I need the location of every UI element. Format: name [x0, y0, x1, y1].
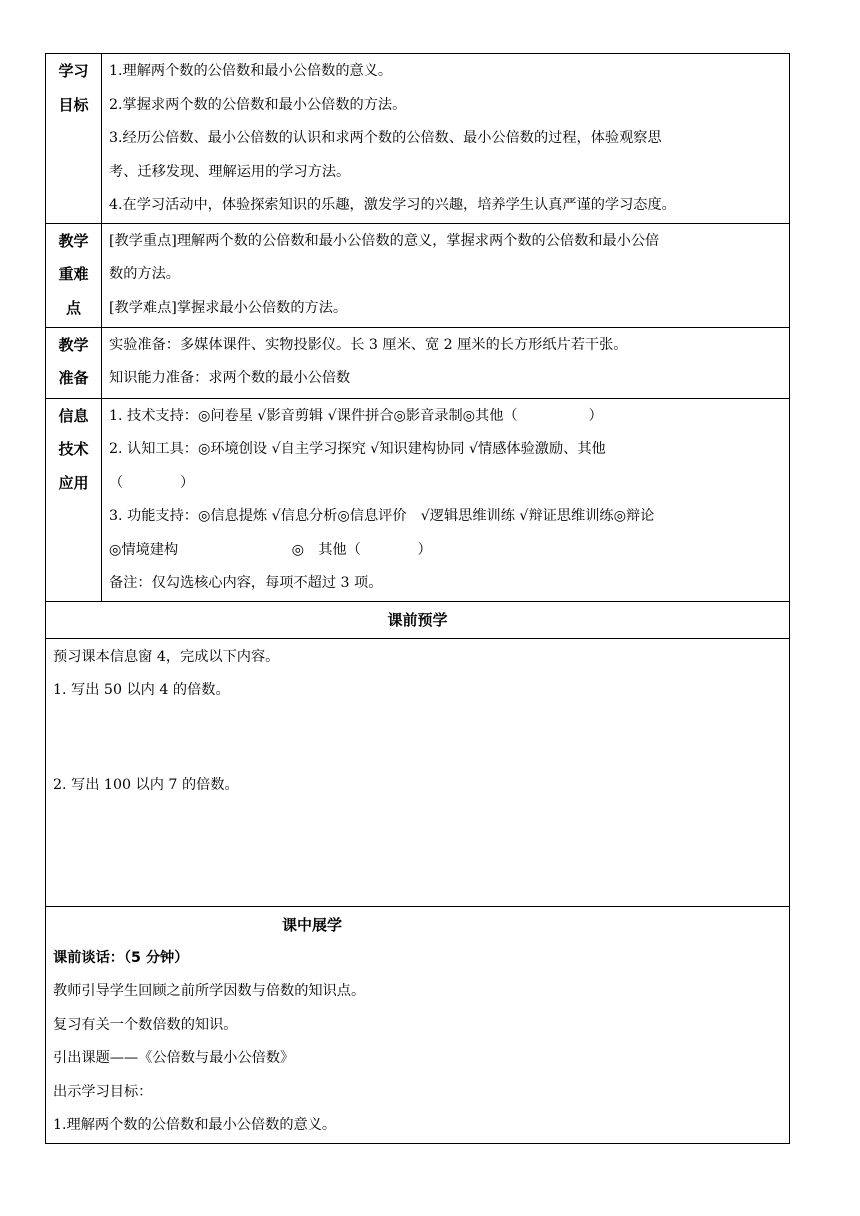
objective-line: 考、迁移发现、理解运用的学习方法。: [109, 163, 351, 180]
in-class-content: [46, 906, 790, 1143]
objectives-label: [46, 54, 102, 224]
key-point-line: [教学重点]理解两个数的公倍数和最小公倍数的意义，掌握求两个数的公倍数和最小公倍: [109, 232, 660, 249]
in-class-line: 教师引导学生回顾之前所学因数与倍数的知识点。: [53, 983, 366, 999]
it-application-content: [102, 398, 790, 601]
in-class-line: 1.理解两个数的公倍数和最小公倍数的意义。: [53, 1117, 337, 1133]
answer-space: [53, 708, 782, 769]
preparation-content: [102, 327, 790, 398]
key-points-label-line: 教学: [58, 231, 89, 250]
it-application-label-line: 信息: [58, 406, 89, 425]
it-application-line: 备注：仅勾选核心内容，每项不超过 3 项。: [109, 575, 383, 591]
objective-line: 2.掌握求两个数的公倍数和最小公倍数的方法。: [109, 96, 407, 113]
preparation-label-line: 教学: [58, 335, 89, 354]
preparation-row: [46, 327, 790, 398]
talk-heading: 课前谈话：（5 分钟）: [53, 949, 189, 966]
preview-content-row: [46, 638, 790, 906]
objective-line: 1.理解两个数的公倍数和最小公倍数的意义。: [109, 63, 393, 79]
key-points-row: [46, 223, 790, 327]
key-point-line: [教学难点]掌握求最小公倍数的方法。: [109, 299, 348, 316]
in-class-line: 出示学习目标：: [53, 1083, 153, 1100]
preview-question-2: 2. 写出 100 以内 7 的倍数。: [53, 776, 239, 793]
it-application-label-line: 应用: [58, 473, 89, 492]
key-points-label-line: 点: [65, 298, 81, 317]
objectives-content: [102, 54, 790, 224]
preparation-label-line: 准备: [58, 369, 89, 387]
in-class-line: 复习有关一个数倍数的知识。: [53, 1016, 238, 1033]
in-class-row: [46, 906, 790, 1143]
in-class-title: 课中展学: [282, 915, 343, 934]
lesson-plan-page: [45, 53, 790, 1144]
lesson-plan-table: [45, 53, 790, 1144]
it-application-label-line: 技术: [58, 440, 89, 458]
preview-title: 课前预学: [46, 601, 790, 638]
objectives-label-line: 学习: [58, 62, 89, 80]
preparation-line: 知识能力准备：求两个数的最小公倍数: [109, 370, 351, 386]
it-application-label: [46, 398, 102, 601]
preparation-label: [46, 327, 102, 398]
it-application-line: ◎情境建构 ◎ 其他（ ）: [109, 541, 432, 558]
key-points-content: [102, 223, 790, 327]
objectives-row: [46, 54, 790, 224]
it-application-line: 3. 功能支持：◎信息提炼 √信息分析◎信息评价 √逻辑思维训练 √辩证思维训练◎辩论: [109, 508, 655, 524]
it-application-line: 2. 认知工具：◎环境创设 √自主学习探究 √知识建构协同 √情感体验激励、其他: [109, 441, 606, 457]
it-application-line: 1. 技术支持：◎问卷星 √影音剪辑 √课件拼合◎影音录制◎其他（ ）: [109, 407, 603, 424]
preview-intro: 预习课本信息窗 4，完成以下内容。: [53, 648, 280, 665]
objectives-label-line: 目标: [58, 95, 89, 114]
preview-content: [46, 638, 790, 906]
it-application-line: （ ）: [109, 474, 195, 491]
objective-line: 4.在学习活动中，体验探索知识的乐趣，激发学习的兴趣，培养学生认真严谨的学习态度。: [109, 197, 676, 213]
key-point-line: 数的方法。: [109, 266, 180, 282]
key-points-label-line: 重难: [58, 265, 89, 283]
objective-line: 3.经历公倍数、最小公倍数的认识和求两个数的公倍数、最小公倍数的过程，体验观察思: [109, 130, 662, 146]
key-points-label: [46, 223, 102, 327]
it-application-row: [46, 398, 790, 601]
preview-title-row: [46, 601, 790, 638]
preview-question-1: 1. 写出 50 以内 4 的倍数。: [53, 682, 230, 698]
in-class-line: 引出课题——《公倍数与最小公倍数》: [53, 1050, 295, 1066]
preparation-line: 实验准备：多媒体课件、实物投影仪。长 3 厘米、宽 2 厘米的长方形纸片若干张。: [109, 336, 628, 353]
